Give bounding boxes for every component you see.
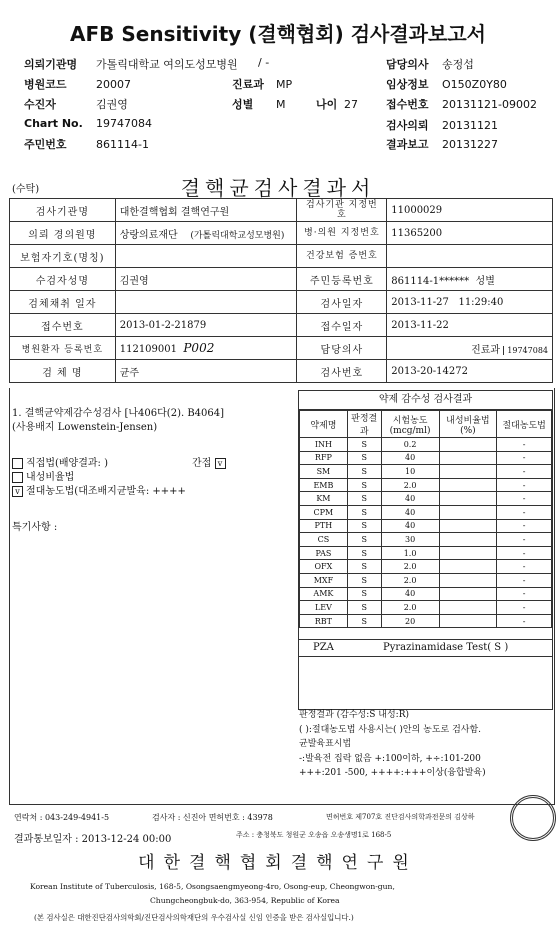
table-cell: [439, 519, 497, 533]
table-row: [300, 451, 552, 465]
header-slash: / -: [258, 56, 270, 69]
doctor-label: 담당의사: [297, 337, 387, 360]
susceptibility-table: [299, 410, 552, 628]
susceptibility-box: [298, 390, 553, 710]
receipt-no-value: 2013-01-2-21879: [115, 314, 297, 337]
table-cell: CS: [300, 533, 348, 547]
info-table: [9, 198, 553, 383]
susceptibility-title: 약제 감수성 검사결과: [299, 391, 552, 410]
table-cell: -: [497, 614, 552, 628]
col-concentration: 시험농도(mcg/ml): [381, 411, 439, 438]
table-cell: -: [497, 601, 552, 615]
footer-address: 주소 : 충청북도 청원군 오송읍 오송생명1로 168-5: [236, 831, 392, 839]
table-cell: S: [347, 492, 381, 506]
health-no-label: 건강보험 증번호: [297, 245, 387, 268]
header-request-date: 검사의뢰 20131121: [386, 119, 498, 132]
specimen-value: 균주: [115, 360, 297, 383]
test-date-label: 검사일자: [297, 291, 387, 314]
table-cell: [439, 438, 497, 452]
report-title: AFB Sensitivity (결핵협회) 검사결과보고서: [70, 22, 486, 46]
interp-line: 균발육표시법: [299, 739, 352, 749]
table-cell: S: [347, 451, 381, 465]
table-row: [300, 478, 552, 492]
table-cell: [439, 601, 497, 615]
table-cell: S: [347, 546, 381, 560]
table-cell: [439, 533, 497, 547]
table-cell: [439, 560, 497, 574]
table-cell: MXF: [300, 573, 348, 587]
interp-line: ( ):절대농도법 사용시는( )안의 농도로 검사함.: [299, 724, 482, 735]
table-cell: S: [347, 573, 381, 587]
institute-seal: [510, 795, 556, 841]
table-cell: 2.0: [381, 478, 439, 492]
table-cell: AMK: [300, 587, 348, 601]
patient-value: 김권영: [115, 268, 297, 291]
table-cell: 30: [381, 533, 439, 547]
footer-phone: 연락처 : 043-249-4941-5: [14, 813, 110, 822]
insured-label: 보험자기호(명칭): [10, 245, 116, 268]
table-cell: S: [347, 533, 381, 547]
footer-license: 면허번호 제707호 진단검사의학과전문의 김상하: [326, 813, 475, 821]
indirect-method: 간접 v: [192, 454, 229, 469]
rrn-value: 861114-1****** 성별: [387, 268, 553, 291]
table-cell: LEV: [300, 601, 348, 615]
header-result-date: 결과보고 20131227: [386, 138, 498, 151]
table-cell: 1.0: [381, 546, 439, 560]
header-receipt-no: 접수번호 20131121-09002: [386, 98, 537, 111]
table-cell: -: [497, 492, 552, 506]
table-cell: S: [347, 587, 381, 601]
test-date-value: 2013-11-27 11:29:40: [387, 291, 553, 314]
interp-line: -:발육전 집락 없음 +:100이하, +÷:101-200: [299, 753, 481, 764]
dept-cell: 진료과 19747084: [387, 337, 553, 360]
table-cell: S: [347, 601, 381, 615]
absolute-checkbox: v: [12, 486, 23, 497]
collect-date-label: 검체채취 일자: [10, 291, 116, 314]
pza-row: PZA Pyrazinamidase Test( S ): [299, 639, 552, 657]
table-cell: -: [497, 587, 552, 601]
footer-note: (본 검사실은 대한진단검사의학회/진단검사의학재단의 우수검사실 신임 인증을 받은 검사실입니다.): [34, 913, 354, 922]
table-cell: 20: [381, 614, 439, 628]
table-cell: [439, 587, 497, 601]
table-cell: OFX: [300, 560, 348, 574]
table-row: [300, 601, 552, 615]
col-drug: 약제명: [300, 411, 348, 438]
table-cell: RBT: [300, 614, 348, 628]
table-cell: 2.0: [381, 560, 439, 574]
table-cell: S: [347, 465, 381, 479]
footer-examiner: 검사자 : 신진아 면허번호 : 43978: [152, 813, 273, 822]
table-cell: S: [347, 560, 381, 574]
indirect-checkbox: v: [215, 458, 226, 469]
institution-no-value: 11365200: [387, 222, 553, 245]
handwritten-note: P002: [183, 341, 215, 355]
header-clinical-info: 임상정보 O150Z0Y80: [386, 78, 507, 91]
method-line1: 1. 결핵균약제감수성검사 [나406다(2). B4064]: [12, 408, 225, 419]
ratio-method: 내성비율법: [12, 468, 74, 483]
table-row: [300, 587, 552, 601]
footer-institute-kr: 대한결핵협회결핵연구원: [138, 853, 418, 873]
exam-no-label: 검사번호: [297, 360, 387, 383]
table-cell: -: [497, 533, 552, 547]
table-cell: CPM: [300, 505, 348, 519]
table-cell: [439, 573, 497, 587]
interp-line: 판정결과 (감수성:S 내성:R): [299, 710, 409, 720]
table-cell: 10: [381, 465, 439, 479]
remarks-label: 특기사항 :: [12, 522, 58, 533]
patient-label: 수검자성명: [10, 268, 116, 291]
table-cell: PAS: [300, 546, 348, 560]
header-dept: 진료과 MP: [232, 78, 293, 91]
table-cell: -: [497, 465, 552, 479]
table-cell: 40: [381, 519, 439, 533]
table-cell: 40: [381, 587, 439, 601]
table-cell: [439, 505, 497, 519]
specimen-label: 검 체 명: [10, 360, 116, 383]
doc-title: 결핵균검사결과서: [180, 176, 376, 200]
institution-value: 상랑의료재단 (가톨릭대학교성모병원): [115, 222, 297, 245]
table-cell: INH: [300, 438, 348, 452]
col-result: 판정결과: [347, 411, 381, 438]
receipt-date-value: 2013-11-22: [387, 314, 553, 337]
table-row: [300, 438, 552, 452]
table-cell: 40: [381, 505, 439, 519]
method-line2: (사용배지 Lowenstein-Jensen): [12, 422, 158, 433]
hospital-reg-value: 112109001 P002: [115, 337, 297, 360]
table-cell: 2.0: [381, 573, 439, 587]
agency-value: 대한결핵협회 결핵연구원: [115, 199, 297, 222]
table-cell: 40: [381, 451, 439, 465]
table-cell: -: [497, 546, 552, 560]
consignment-label: (수탁): [12, 184, 40, 195]
table-cell: S: [347, 614, 381, 628]
table-row: [300, 492, 552, 506]
absolute-method: v 절대농도법(대조배지균발육: ++++: [12, 482, 186, 497]
table-row: [300, 465, 552, 479]
footer-institute-en1: Korean Institute of Tuberculosis, 168-5, Osongsaengmyeong-4ro, Osong-eup, Cheongwon-gun,: [30, 882, 395, 891]
table-row: [300, 519, 552, 533]
table-cell: EMB: [300, 478, 348, 492]
header-hospital-code: 병원코드 20007: [24, 78, 131, 91]
table-row: [300, 533, 552, 547]
table-row: [300, 560, 552, 574]
header-resident-no: 주민번호 861114-1: [24, 138, 149, 151]
table-cell: [439, 465, 497, 479]
table-cell: [439, 451, 497, 465]
table-row: [300, 614, 552, 628]
table-cell: [439, 614, 497, 628]
table-cell: KM: [300, 492, 348, 506]
table-cell: [439, 546, 497, 560]
hospital-reg-label: 병원환자 등록번호: [10, 337, 116, 360]
agency-no-value: 11000029: [387, 199, 553, 222]
table-cell: S: [347, 438, 381, 452]
table-cell: -: [497, 478, 552, 492]
table-cell: 40: [381, 492, 439, 506]
header-patient: 수진자 김권영: [24, 98, 128, 111]
receipt-no-label: 접수번호: [10, 314, 116, 337]
agency-no-label: 검사기관 지정번호: [297, 199, 387, 222]
table-cell: SM: [300, 465, 348, 479]
header-doctor: 담당의사 송정섭: [386, 58, 474, 71]
header-chart-no: Chart No. 19747084: [24, 117, 152, 130]
direct-method: 직접법(배양결과: ): [12, 454, 108, 469]
table-cell: -: [497, 505, 552, 519]
table-cell: 2.0: [381, 601, 439, 615]
footer-institute-en2: Chungcheongbuk-do, 363-954, Republic of Korea: [150, 896, 340, 905]
table-cell: -: [497, 451, 552, 465]
table-cell: 0.2: [381, 438, 439, 452]
table-cell: S: [347, 478, 381, 492]
col-ratio: 내성비율법(%): [439, 411, 497, 438]
footer-report-date: 결과통보일자 : 2013-12-24 00:00: [14, 834, 172, 845]
table-cell: -: [497, 573, 552, 587]
exam-no-value: 2013-20-14272: [387, 360, 553, 383]
interp-line: +++:201 -500, ++++:+++이상(융합발육): [299, 768, 486, 778]
header-sex: 성별 M 나이 27: [232, 98, 358, 111]
table-cell: [439, 478, 497, 492]
table-cell: -: [497, 560, 552, 574]
table-cell: [439, 492, 497, 506]
table-cell: S: [347, 505, 381, 519]
rrn-label: 주민등록번호: [297, 268, 387, 291]
receipt-date-label: 접수일자: [297, 314, 387, 337]
table-cell: PTH: [300, 519, 348, 533]
institution-no-label: 병·의원 지정번호: [297, 222, 387, 245]
institution-label: 의뢰 경의원명: [10, 222, 116, 245]
table-row: [300, 573, 552, 587]
header-institution: 의뢰기관명 가톨릭대학교 여의도성모병원: [24, 58, 238, 71]
table-cell: RFP: [300, 451, 348, 465]
table-row: [300, 505, 552, 519]
table-row: [300, 546, 552, 560]
table-cell: -: [497, 519, 552, 533]
agency-label: 검사기관명: [10, 199, 116, 222]
table-cell: S: [347, 519, 381, 533]
interpretation: [299, 708, 551, 781]
table-cell: -: [497, 438, 552, 452]
col-absolute: 절대농도법: [497, 411, 552, 438]
